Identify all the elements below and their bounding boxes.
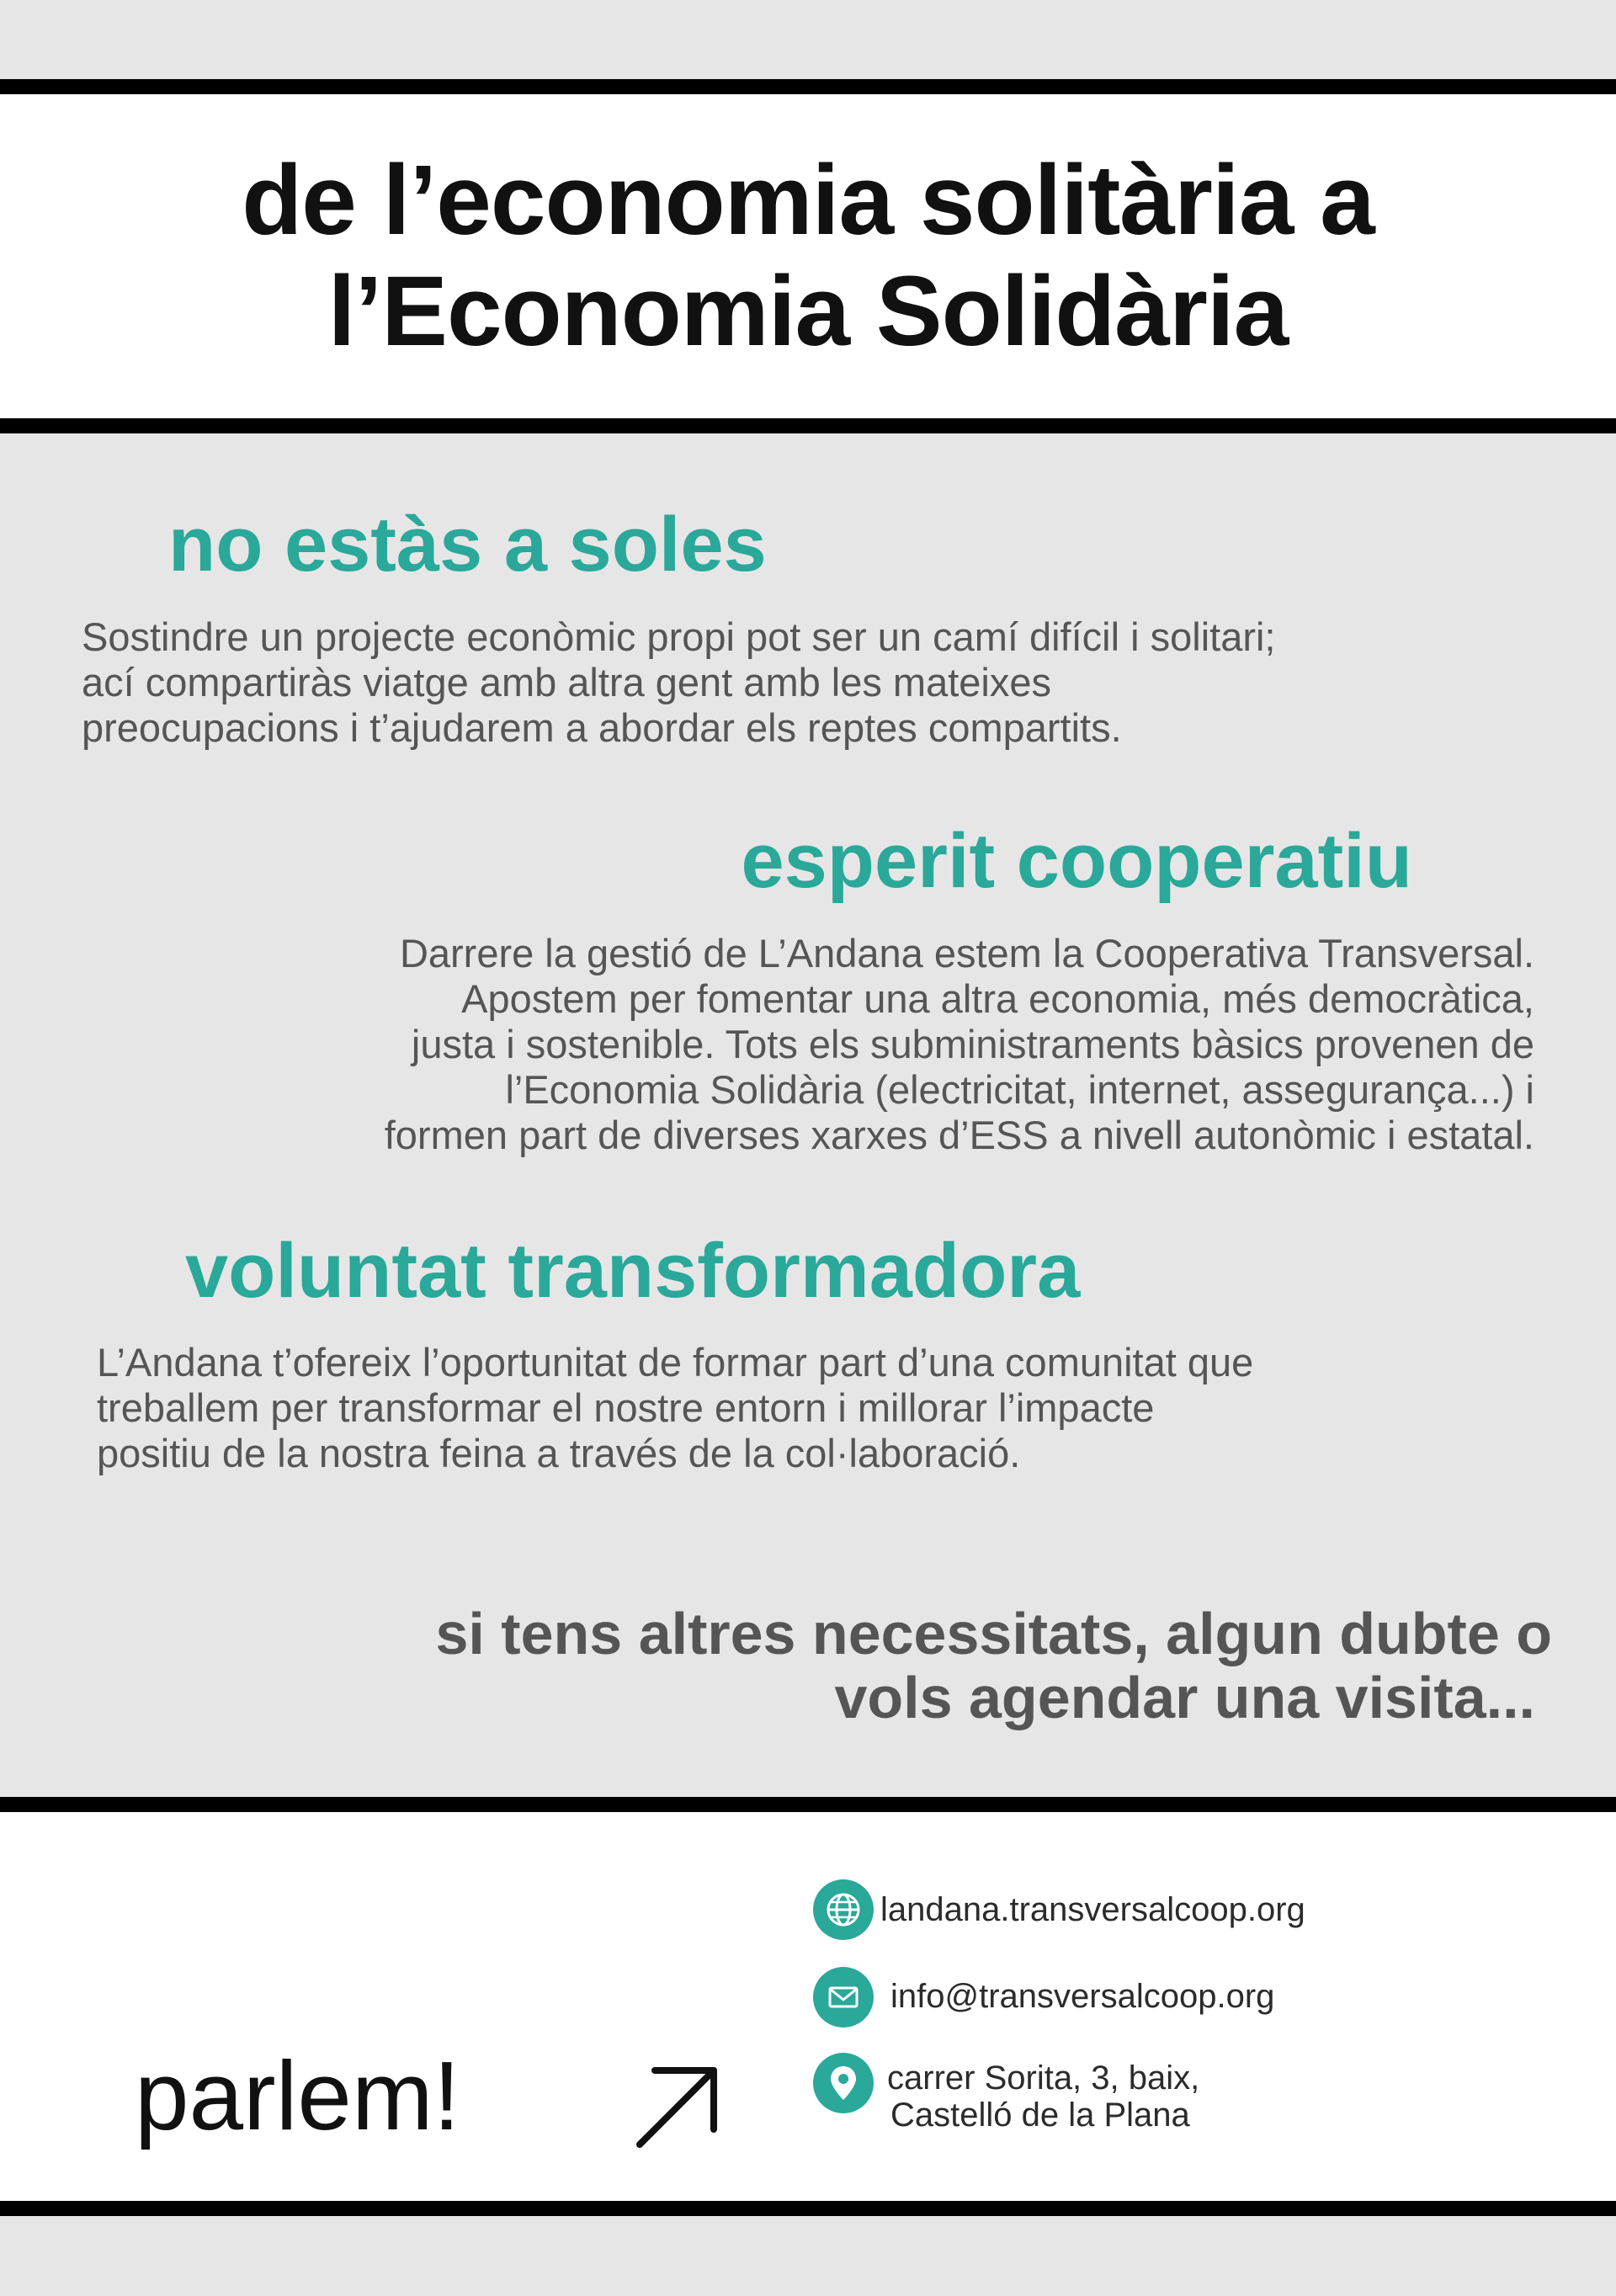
section-text-voluntat-transformadora: [97, 1340, 1253, 1476]
text-line: formen part de diverses xarxes d’ESS a nivell autonòmic i estatal.: [384, 1113, 1534, 1157]
text-line: L’Andana t’ofereix l’oportunitat de formar part d’una comunitat que: [97, 1340, 1254, 1385]
map-pin-icon: [813, 2053, 874, 2113]
section-heading-esperit-cooperatiu: esperit cooperatiu: [741, 818, 1412, 904]
address-text: [887, 2059, 1199, 2134]
envelope-icon: [813, 1967, 874, 2028]
text-line: l’Economia Solidària (electricitat, internet, assegurança...) i: [505, 1067, 1534, 1112]
top-rule: [0, 79, 1616, 94]
footer-top-rule: [0, 1797, 1616, 1812]
title-line-2: l’Economia Solidària: [327, 256, 1289, 367]
address-line-1: carrer Sorita, 3, baix,: [887, 2059, 1200, 2097]
arrow-up-right-icon: [630, 2060, 724, 2155]
section-heading-no-estas-a-soles: no estàs a soles: [168, 502, 767, 587]
footer-bottom-rule: [0, 2201, 1616, 2216]
website-link[interactable]: landana.transversalcoop.org: [880, 1891, 1305, 1928]
page-title: [0, 145, 1616, 367]
text-line: Sostindre un projecte econòmic propi pot ser un camí difícil i solitari;: [82, 614, 1276, 659]
text-line: ací compartiràs viatge amb altra gent amb les mateixes: [82, 660, 1052, 704]
text-line: preocupacions i t’ajudarem a abordar els reptes compartits.: [82, 705, 1122, 750]
title-line-1: de l’economia solitària a: [242, 145, 1374, 256]
text-line: Darrere la gestió de L’Andana estem la Cooperativa Transversal.: [399, 931, 1534, 975]
call-to-action: [121, 1602, 1552, 1730]
text-line: positiu de la nostra feina a través de la col·laboració.: [97, 1431, 1021, 1475]
section-text-no-estas-a-soles: [82, 614, 1276, 751]
title-bottom-rule: [0, 418, 1616, 433]
parlem-label: parlem!: [135, 2041, 460, 2150]
text-line: treballem per transformar el nostre entorn i millorar l’impacte: [97, 1385, 1155, 1430]
text-line: justa i sostenible. Tots els subministraments bàsics provenen de: [411, 1022, 1534, 1066]
section-heading-voluntat-transformadora: voluntat transformadora: [185, 1228, 1081, 1314]
globe-icon: [813, 1879, 874, 1940]
email-link[interactable]: info@transversalcoop.org: [890, 1978, 1275, 2015]
section-text-esperit-cooperatiu: [385, 931, 1534, 1158]
text-line: Apostem per fomentar una altra economia, més democràtica,: [461, 976, 1534, 1021]
cta-line-2: vols agendar una visita...: [834, 1665, 1535, 1730]
address-line-2: Castelló de la Plana: [890, 2097, 1190, 2134]
cta-line-1: si tens altres necessitats, algun dubte o: [435, 1601, 1552, 1666]
